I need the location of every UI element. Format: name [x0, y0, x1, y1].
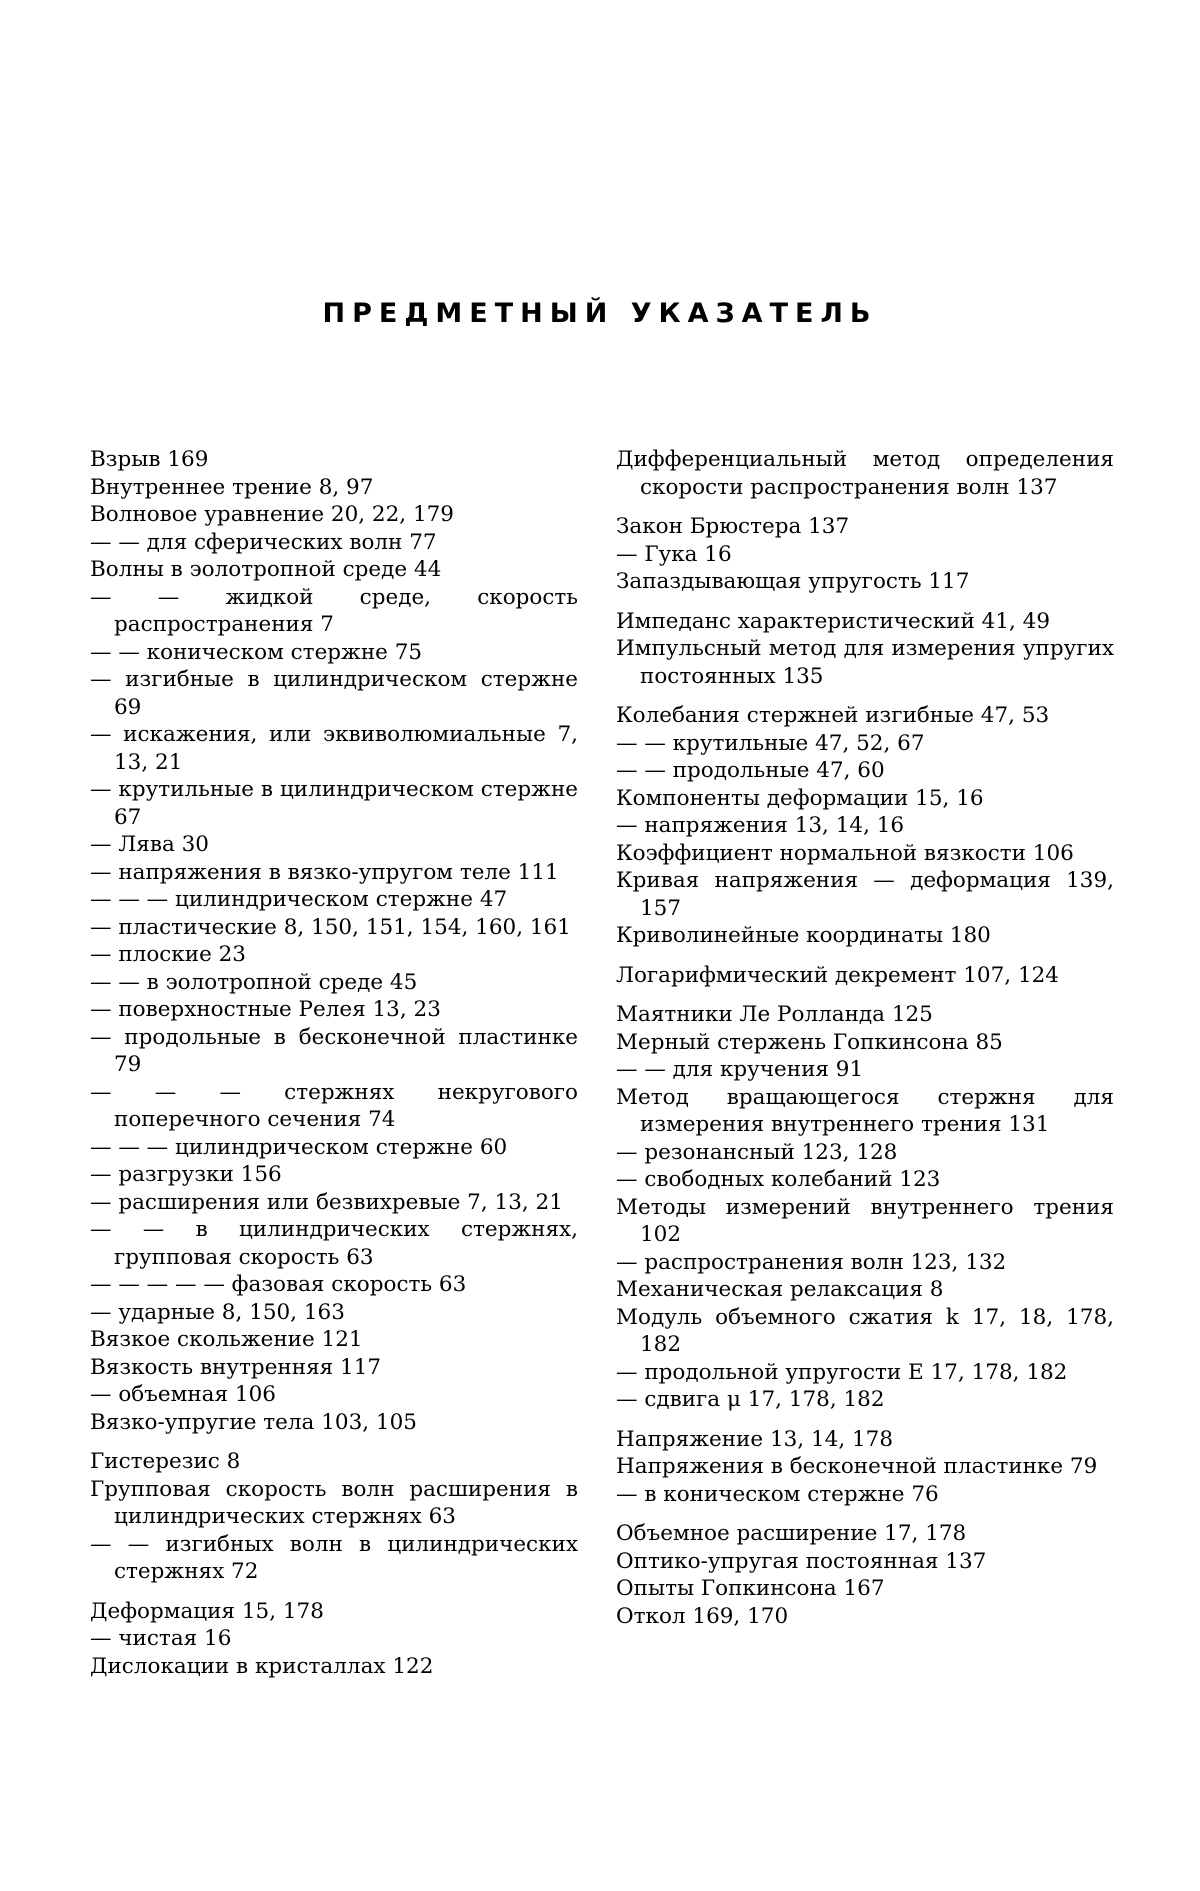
index-entry: — ударные 8, 150, 163	[90, 1299, 345, 1325]
index-entry: — — — стержнях некругового поперечного сечения 74	[90, 1079, 578, 1132]
index-entry: — — в эолотропной среде 45	[90, 969, 418, 995]
index-entry: Напряжение 13, 14, 178	[616, 1426, 894, 1452]
index-entry: Дифференциальный метод определения скорости распространения волн 137	[616, 447, 1114, 500]
index-entry: — сдвига μ 17, 178, 182	[616, 1387, 885, 1412]
index-entry: Закон Брюстера 137	[616, 514, 850, 539]
index-entry: — чистая 16	[90, 1626, 232, 1651]
index-entry: Деформация 15, 178	[90, 1598, 324, 1624]
index-column-right	[616, 446, 1114, 1630]
index-entry: — пластические 8, 150, 151, 154, 160, 161	[90, 914, 571, 940]
index-entry: Мерный стержень Гопкинсона 85	[616, 1029, 1003, 1055]
index-entry: — — продольные 47, 60	[616, 758, 885, 783]
index-entry: Модуль объемного сжатия k 17, 18, 178, 182	[616, 1304, 1114, 1357]
index-entry: Гистерезис 8	[90, 1449, 241, 1474]
index-entry: Вязкое скольжение 121	[90, 1327, 363, 1352]
index-entry: Коэффициент нормальной вязкости 106	[616, 840, 1074, 866]
index-entry: Внутреннее трение 8, 97	[90, 474, 374, 500]
index-entry: — свободных колебаний 123	[616, 1167, 941, 1192]
index-entry: Импеданс характеристический 41, 49	[616, 608, 1051, 634]
index-column-left	[90, 446, 578, 1680]
index-entry: Оптико-упругая постоянная 137	[616, 1548, 987, 1574]
index-entry: — — — цилиндрическом стержне 47	[90, 887, 508, 912]
index-entry: Опыты Гопкинсона 167	[616, 1576, 885, 1601]
index-entry: Метод вращающегося стержня для измерения внутреннего трения 131	[616, 1084, 1114, 1137]
index-entry: — объемная 106	[90, 1382, 276, 1407]
index-entry: Импульсный метод для измерения упругих постоянных 135	[616, 636, 1114, 689]
index-entry: Компоненты деформации 15, 16	[616, 785, 984, 811]
index-entry: Кривая напряжения — деформация 139, 157	[616, 868, 1114, 921]
index-entry: Волновое уравнение 20, 22, 179	[90, 502, 454, 527]
index-entry: — — жидкой среде, скорость распространения 7	[90, 584, 578, 637]
index-entry: Запаздывающая упругость 117	[616, 569, 970, 594]
index-entry: Вязко-упругие тела 103, 105	[90, 1409, 417, 1435]
index-entry: Групповая скорость волн расширения в цилиндрических стержнях 63	[90, 1476, 578, 1529]
index-entry: — разгрузки 156	[90, 1162, 282, 1187]
index-entry: — Лява 30	[90, 832, 209, 857]
index-entry: Откол 169, 170	[616, 1603, 789, 1629]
index-entry: — — коническом стержне 75	[90, 639, 423, 665]
index-entry: Методы измерений внутреннего трения 102	[616, 1194, 1114, 1247]
index-entry: — — изгибных волн в цилиндрических стержнях 72	[90, 1531, 578, 1584]
index-entry: — расширения или безвихревые 7, 13, 21	[90, 1189, 563, 1215]
index-entry: Механическая релаксация 8	[616, 1277, 944, 1302]
index-entry: Маятники Ле Ролланда 125	[616, 1002, 933, 1027]
index-entry: Волны в эолотропной среде 44	[90, 557, 442, 582]
index-entry: — — — — — фазовая скорость 63	[90, 1272, 467, 1297]
index-entry: Логарифмический декремент 107, 124	[616, 962, 1059, 988]
index-entry: — продольной упругости E 17, 178, 182	[616, 1359, 1068, 1385]
index-entry: Вязкость внутренняя 117	[90, 1354, 382, 1380]
index-entry: — распространения волн 123, 132	[616, 1249, 1007, 1275]
index-entry: — — в цилиндрических стержнях, групповая скорость 63	[90, 1217, 578, 1270]
index-entry: — плоские 23	[90, 942, 246, 967]
index-entry: — поверхностные Релея 13, 23	[90, 997, 441, 1022]
index-entry: Взрыв 169	[90, 447, 209, 472]
index-entry: — — для кручения 91	[616, 1057, 864, 1082]
index-entry: — напряжения 13, 14, 16	[616, 813, 905, 838]
index-entry: — Гука 16	[616, 541, 732, 567]
index-entry: — резонансный 123, 128	[616, 1139, 898, 1165]
index-entry: — изгибные в цилиндрическом стержне 69	[90, 667, 578, 720]
index-entry: — крутильные в цилиндрическом стержне 67	[90, 777, 578, 830]
index-entry: Криволинейные координаты 180	[616, 923, 991, 948]
index-entry: Колебания стержней изгибные 47, 53	[616, 703, 1050, 728]
index-entry: Объемное расширение 17, 178	[616, 1521, 967, 1546]
index-entry: Напряжения в бесконечной пластинке 79	[616, 1454, 1098, 1479]
index-entry: Дислокации в кристаллах 122	[90, 1653, 434, 1679]
index-entry: — искажения, или эквиволюмиальные 7, 13, 21	[90, 722, 578, 775]
index-entry: — — для сферических волн 77	[90, 529, 437, 555]
index-entry: — — — цилиндрическом стержне 60	[90, 1134, 508, 1160]
page-title: ПРЕДМЕТНЫЙ УКАЗАТЕЛЬ	[322, 298, 878, 329]
index-entry: — — крутильные 47, 52, 67	[616, 730, 925, 756]
index-entry: — напряжения в вязко-упругом теле 111	[90, 859, 559, 885]
index-entry: — в коническом стержне 76	[616, 1481, 939, 1507]
index-entry: — продольные в бесконечной пластинке 79	[90, 1024, 578, 1077]
